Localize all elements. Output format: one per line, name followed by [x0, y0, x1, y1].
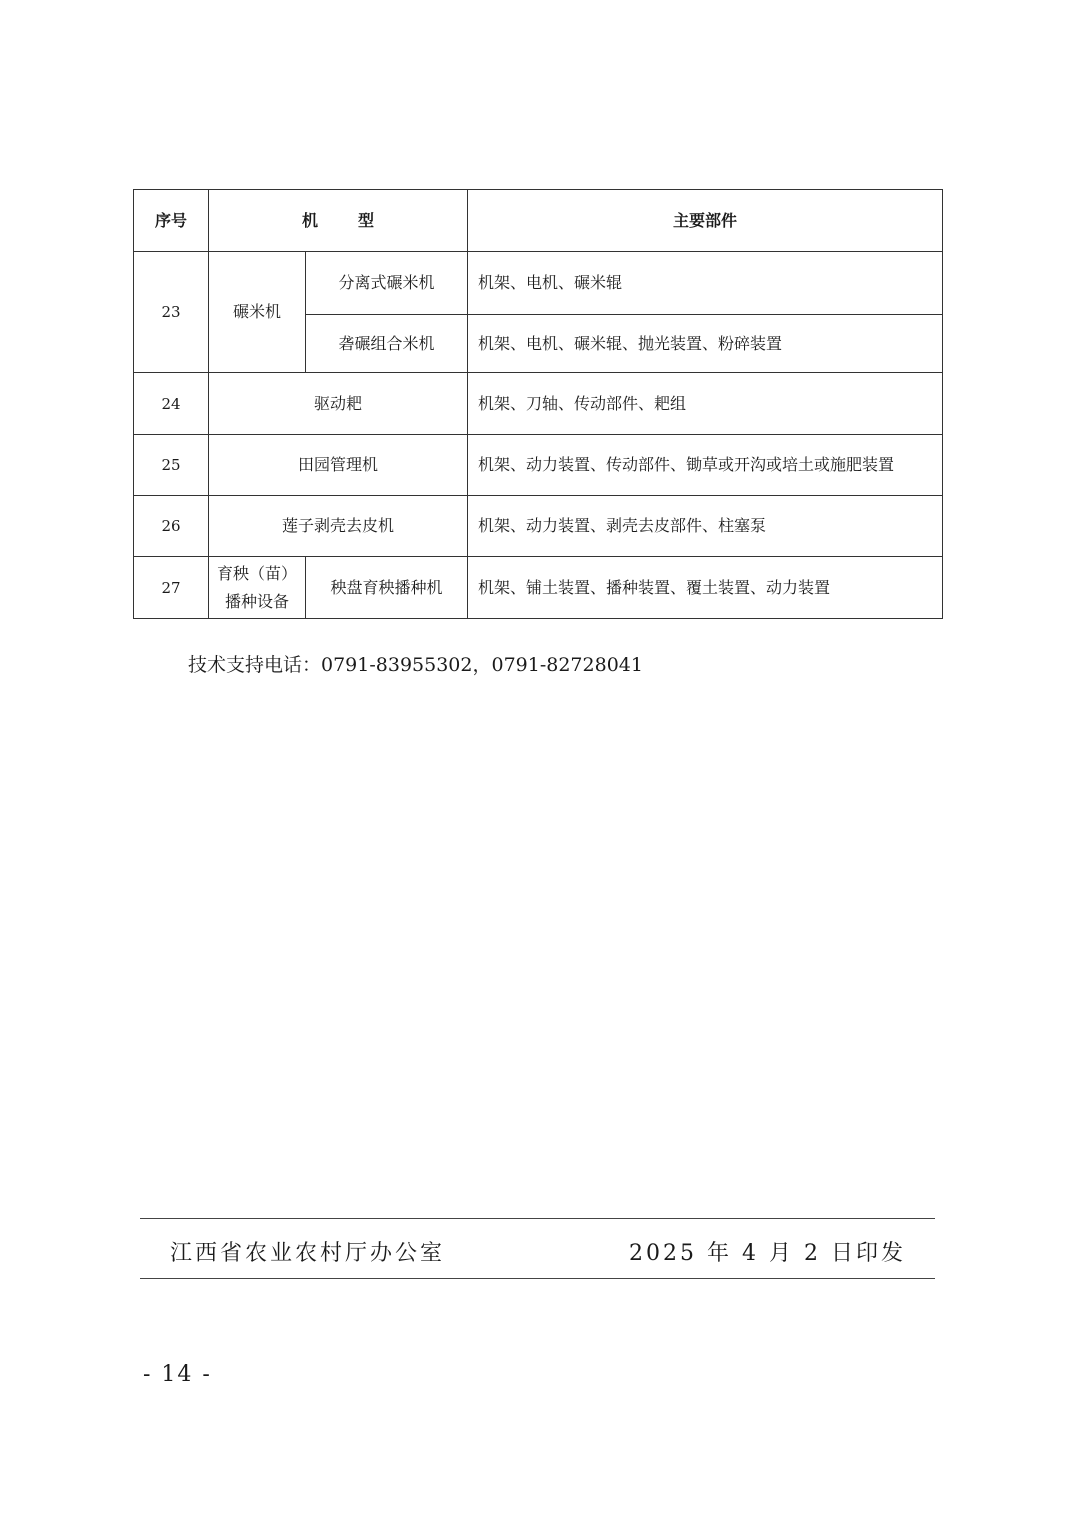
- header-model-b: 型: [358, 210, 375, 230]
- row-seq: 26: [134, 496, 209, 557]
- footer-top-rule: [140, 1218, 935, 1219]
- table-row: [134, 252, 943, 315]
- row-seq: 23: [134, 252, 209, 373]
- row-model: 莲子剥壳去皮机: [209, 496, 468, 557]
- row-seq: 27: [134, 557, 209, 619]
- header-parts: 主要部件: [468, 190, 943, 252]
- header-seq: 序号: [134, 190, 209, 252]
- table-row: [134, 557, 943, 619]
- header-model-a: 机: [301, 210, 318, 230]
- footer-bottom-rule: [140, 1278, 935, 1279]
- row-model: 砻碾组合米机: [306, 315, 468, 373]
- row-seq: 24: [134, 373, 209, 435]
- header-model: [209, 190, 468, 252]
- row-category-line2: 播种设备: [224, 591, 289, 611]
- row-parts: 机架、刀轴、传动部件、耙组: [468, 373, 943, 435]
- row-category: [209, 557, 306, 619]
- row-category: 碾米机: [209, 252, 306, 373]
- table-row: [134, 373, 943, 435]
- row-parts: 机架、电机、碾米辊、抛光装置、粉碎装置: [468, 315, 943, 373]
- row-seq: 25: [134, 435, 209, 496]
- table-row: [134, 435, 943, 496]
- row-model: 分离式碾米机: [306, 252, 468, 315]
- issuer: 江西省农业农村厅办公室: [170, 1241, 446, 1266]
- table-header-row: [134, 190, 943, 252]
- row-model: 秧盘育秧播种机: [306, 557, 468, 619]
- row-parts: 机架、动力装置、剥壳去皮部件、柱塞泵: [468, 496, 943, 557]
- row-parts: 机架、铺土装置、播种装置、覆土装置、动力装置: [468, 557, 943, 619]
- row-model: 田园管理机: [209, 435, 468, 496]
- issue-date: 2025 年 4 月 2 日印发: [629, 1241, 906, 1266]
- row-parts: 机架、电机、碾米辊: [468, 252, 943, 315]
- table-row: [134, 496, 943, 557]
- row-category-line1: 育秧（苗）: [216, 563, 297, 583]
- row-parts: 机架、动力装置、传动部件、锄草或开沟或培土或施肥装置: [468, 435, 943, 496]
- row-model: 驱动耙: [209, 373, 468, 435]
- machine-parts-table: [133, 189, 943, 619]
- support-phone-line: 技术支持电话：0791-83955302，0791-82728041: [188, 654, 643, 676]
- page-number: - 14 -: [143, 1362, 212, 1387]
